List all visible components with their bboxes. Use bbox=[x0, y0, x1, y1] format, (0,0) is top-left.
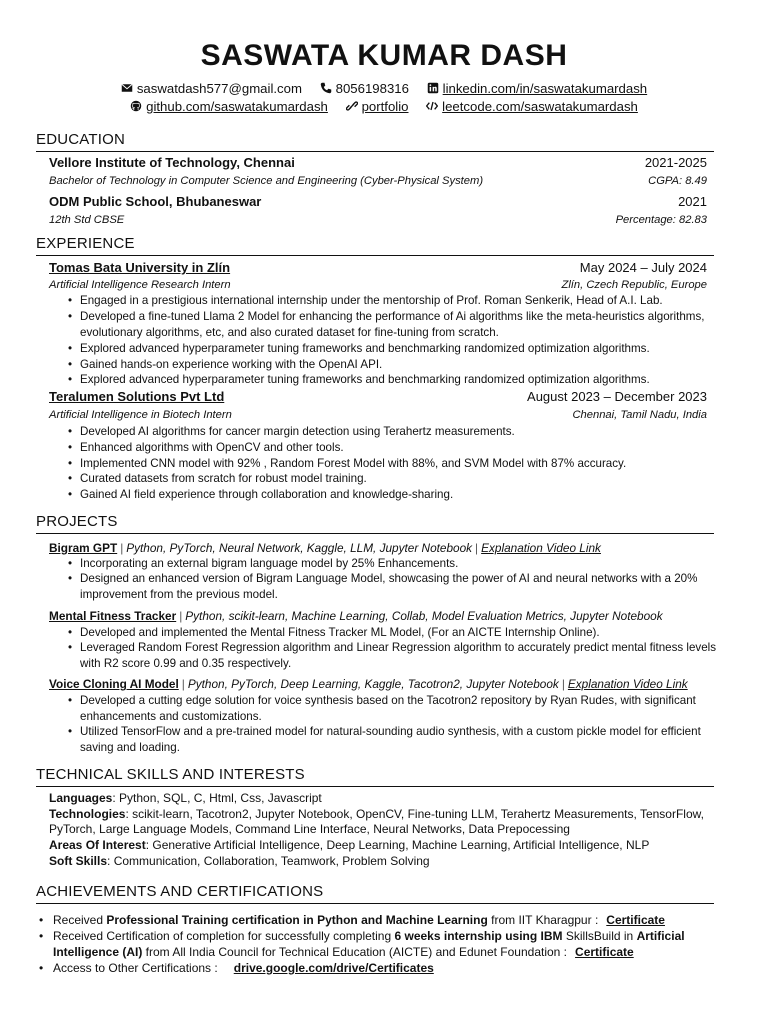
email-item[interactable] bbox=[121, 80, 302, 98]
job-org[interactable]: Tomas Bata University in Zlín bbox=[49, 260, 231, 275]
section-achievements-heading: ACHIEVEMENTS AND CERTIFICATIONS bbox=[36, 883, 714, 904]
list-item: • Gained AI field experience through collaboration and knowledge-sharing. bbox=[80, 487, 718, 503]
job-role: Artificial Intelligence in Biotech Intern bbox=[49, 409, 232, 421]
list-item bbox=[53, 929, 713, 960]
project-video-link[interactable]: Explanation Video Link bbox=[567, 677, 688, 691]
achievement-text: Received Certification of completion for successfully completing bbox=[53, 929, 395, 943]
achievement-text: from All India Council for Technical Education (AICTE) and Edunet Foundation : bbox=[142, 944, 568, 959]
list-item: • Developed and implemented the Mental Fitness Tracker ML Model, (For an AICTE Internship Online). bbox=[80, 625, 718, 641]
project-tech: Python, PyTorch, Deep Learning, Kaggle, Tacotron2, Jupyter Notebook bbox=[187, 677, 559, 691]
job-org[interactable]: Teralumen Solutions Pvt Ltd bbox=[49, 389, 225, 404]
github-item[interactable] bbox=[130, 98, 328, 116]
list-item: • Leveraged Random Forest Regression algorithm and Linear Regression algorithm to accurately predict mental fitness levels with R2 score 0.99 and 0.35 respectively. bbox=[80, 640, 718, 671]
list-item: • Developed AI algorithms for cancer margin detection using Terahertz measurements. bbox=[80, 424, 718, 440]
project-video-link[interactable]: Explanation Video Link bbox=[481, 541, 601, 555]
list-item: • Enhanced algorithms with OpenCV and other tools. bbox=[80, 440, 718, 456]
email-link[interactable]: saswatdash577@gmail.com bbox=[136, 81, 302, 96]
degree: Bachelor of Technology in Computer Science and Engineering (Cyber-Physical System) bbox=[49, 175, 484, 187]
education-item-odm bbox=[49, 194, 707, 210]
separator: | bbox=[181, 677, 185, 691]
education-dates: 2021 bbox=[678, 194, 707, 209]
job-dates: May 2024 – July 2024 bbox=[579, 260, 707, 275]
phone-number[interactable]: 8056198316 bbox=[335, 81, 409, 96]
list-item: • Developed a fine-tuned Llama 2 Model for enhancing the performance of Ai algorithms like the meta-heuristics algorithms, evolutionary algorithms, etc, and also curated dataset for fine-tuning from scratch. bbox=[80, 309, 718, 340]
skill-soft-skills: Soft Skills: Communication, Collaboration, Teamwork, Problem Solving bbox=[49, 854, 430, 868]
project-header-mental-fitness bbox=[49, 609, 714, 624]
school-name: ODM Public School, Bhubaneswar bbox=[49, 194, 262, 209]
job-header-tbu bbox=[49, 260, 707, 276]
leetcode-link[interactable]: leetcode.com/saswatakumardash bbox=[442, 99, 638, 114]
achievement-text: from IIT Kharagpur : bbox=[487, 913, 599, 927]
contact-line-2 bbox=[0, 98, 768, 116]
separator: | bbox=[561, 677, 565, 691]
achievement-bold: Artificial Intelligence (AI) bbox=[53, 929, 685, 959]
candidate-name: SASWATA KUMAR DASH bbox=[200, 39, 568, 72]
list-item: • Curated datasets from scratch for robust model training. bbox=[80, 471, 718, 487]
code-icon bbox=[426, 99, 438, 116]
skill-label: Technologies bbox=[49, 807, 126, 821]
list-item: • Designed an enhanced version of Bigram Language Model, showcasing the power of AI and neural networks with a 20% improvement from the previous model. bbox=[80, 571, 718, 602]
education-item-vit bbox=[49, 155, 707, 171]
list-item: • Implemented CNN model with 92% , Random Forest Model with 88%, and SVM Model with 87% accuracy. bbox=[80, 456, 718, 472]
job-role-teralumen bbox=[49, 408, 707, 422]
skill-label: Soft Skills bbox=[49, 854, 108, 868]
portfolio-item[interactable] bbox=[346, 98, 409, 116]
skill-value: Communication, Collaboration, Teamwork, Problem Solving bbox=[113, 854, 430, 868]
list-item: • Incorporating an external bigram language model by 25% Enhancements. bbox=[80, 556, 718, 572]
skill-label: Areas Of Interest bbox=[49, 838, 146, 852]
skill-value: scikit-learn, Tacotron2, Jupyter Notebook, OpenCV, Fine-tuning LLM, Terahertz Measurements, TensorFlow, PyTorch, Large Language Models, Command Line Interface, Neural Networks, Data Prepocessing bbox=[49, 807, 704, 837]
section-education-heading: EDUCATION bbox=[36, 131, 714, 152]
leetcode-item[interactable] bbox=[426, 98, 638, 116]
skill-value: Generative Artificial Intelligence, Deep Learning, Machine Learning, Artificial Intelligence, NLP bbox=[152, 838, 650, 852]
list-item bbox=[53, 961, 713, 977]
achievement-text: Access to Other Certifications : bbox=[53, 961, 218, 975]
project-header-voice-cloning bbox=[49, 677, 714, 692]
education-score: Percentage: 82.83 bbox=[615, 214, 707, 226]
phone-icon bbox=[320, 81, 332, 98]
list-item: • Gained hands-on experience working with the OpenAI API. bbox=[80, 357, 718, 373]
project-tech: Python, scikit-learn, Machine Learning, Collab, Model Evaluation Metrics, Jupyter Notebook bbox=[185, 609, 663, 623]
project-tech: Python, PyTorch, Neural Network, Kaggle, LLM, Jupyter Notebook bbox=[126, 541, 473, 555]
linkedin-item[interactable] bbox=[427, 80, 648, 98]
certificate-link[interactable]: Certificate bbox=[575, 944, 634, 959]
link-icon bbox=[346, 99, 358, 116]
certificate-link[interactable]: Certificate bbox=[606, 913, 665, 927]
skill-technologies: Technologies: scikit-learn, Tacotron2, Jupyter Notebook, OpenCV, Fine-tuning LLM, Terahertz Measurements, TensorFlow, PyTorch, Large Language Models, Command Line Interface, Neural Networks, Data Prepocessing bbox=[49, 807, 704, 837]
job-role: Artificial Intelligence Research Intern bbox=[49, 279, 231, 291]
portfolio-link[interactable]: portfolio bbox=[361, 99, 409, 114]
achievement-bold: Professional Training certification in Python and Machine Learning bbox=[106, 913, 488, 927]
project-name[interactable]: Mental Fitness Tracker bbox=[49, 609, 177, 623]
job-location: Chennai, Tamil Nadu, India bbox=[572, 409, 707, 421]
list-item: • Explored advanced hyperparameter tuning frameworks and benchmarking randomized optimization algorithms. bbox=[80, 341, 718, 357]
achievement-text: SkillsBuild in bbox=[562, 929, 637, 943]
separator: | bbox=[120, 541, 124, 555]
linkedin-icon bbox=[427, 81, 439, 98]
list-item bbox=[53, 913, 713, 929]
phone-item[interactable] bbox=[320, 80, 409, 98]
github-link[interactable]: github.com/saswatakumardash bbox=[146, 99, 328, 114]
skill-label: Languages bbox=[49, 791, 113, 805]
achievement-bold: 6 weeks internship using IBM bbox=[394, 929, 563, 943]
skill-languages: Languages: Python, SQL, C, Html, Css, Javascript bbox=[49, 791, 322, 805]
job-header-teralumen bbox=[49, 389, 707, 405]
list-item: • Explored advanced hyperparameter tuning frameworks and benchmarking randomized optimization algorithms. bbox=[80, 372, 718, 388]
skill-areas-of-interest: Areas Of Interest: Generative Artificial Intelligence, Deep Learning, Machine Learning, Artificial Intelligence, NLP bbox=[49, 838, 650, 852]
separator: | bbox=[475, 541, 479, 555]
project-name[interactable]: Bigram GPT bbox=[49, 541, 118, 555]
project-header-bigram-gpt bbox=[49, 541, 714, 556]
list-item: • Developed a cutting edge solution for voice synthesis based on the Tacotron2 repository by Ryan Rudes, with significant enhancements and customizations. bbox=[80, 693, 718, 724]
skill-value: Python, SQL, C, Html, Css, Javascript bbox=[119, 791, 322, 805]
github-icon bbox=[130, 99, 142, 116]
section-skills-heading: TECHNICAL SKILLS AND INTERESTS bbox=[36, 766, 714, 787]
achievement-text: Received bbox=[53, 913, 107, 927]
list-item: • Utilized TensorFlow and a pre-trained model for natural-sounding audio synthesis, with a custom pickle model for efficient saving and loading. bbox=[80, 724, 718, 755]
envelope-icon bbox=[121, 81, 133, 98]
school-name: Vellore Institute of Technology, Chennai bbox=[49, 155, 295, 170]
job-role-tbu bbox=[49, 278, 707, 292]
list-item: • Engaged in a prestigious international internship under the mentorship of Prof. Roman Senkerik, Head of A.I. Lab. bbox=[80, 293, 718, 309]
section-projects-heading: PROJECTS bbox=[36, 513, 714, 534]
degree: 12th Std CBSE bbox=[49, 214, 125, 226]
education-score: CGPA: 8.49 bbox=[648, 175, 707, 187]
drive-certificates-link[interactable]: drive.google.com/drive/Certificates bbox=[233, 961, 434, 975]
job-location: Zlín, Czech Republic, Europe bbox=[561, 279, 707, 291]
education-dates: 2021-2025 bbox=[644, 155, 707, 170]
job-dates: August 2023 – December 2023 bbox=[527, 389, 707, 404]
education-detail-vit bbox=[49, 174, 707, 188]
linkedin-link[interactable]: linkedin.com/in/saswatakumardash bbox=[442, 81, 648, 96]
education-detail-odm bbox=[49, 213, 707, 227]
separator: | bbox=[179, 609, 183, 623]
section-experience-heading: EXPERIENCE bbox=[36, 235, 714, 256]
contact-line-1 bbox=[0, 80, 768, 98]
project-name[interactable]: Voice Cloning AI Model bbox=[49, 677, 179, 691]
